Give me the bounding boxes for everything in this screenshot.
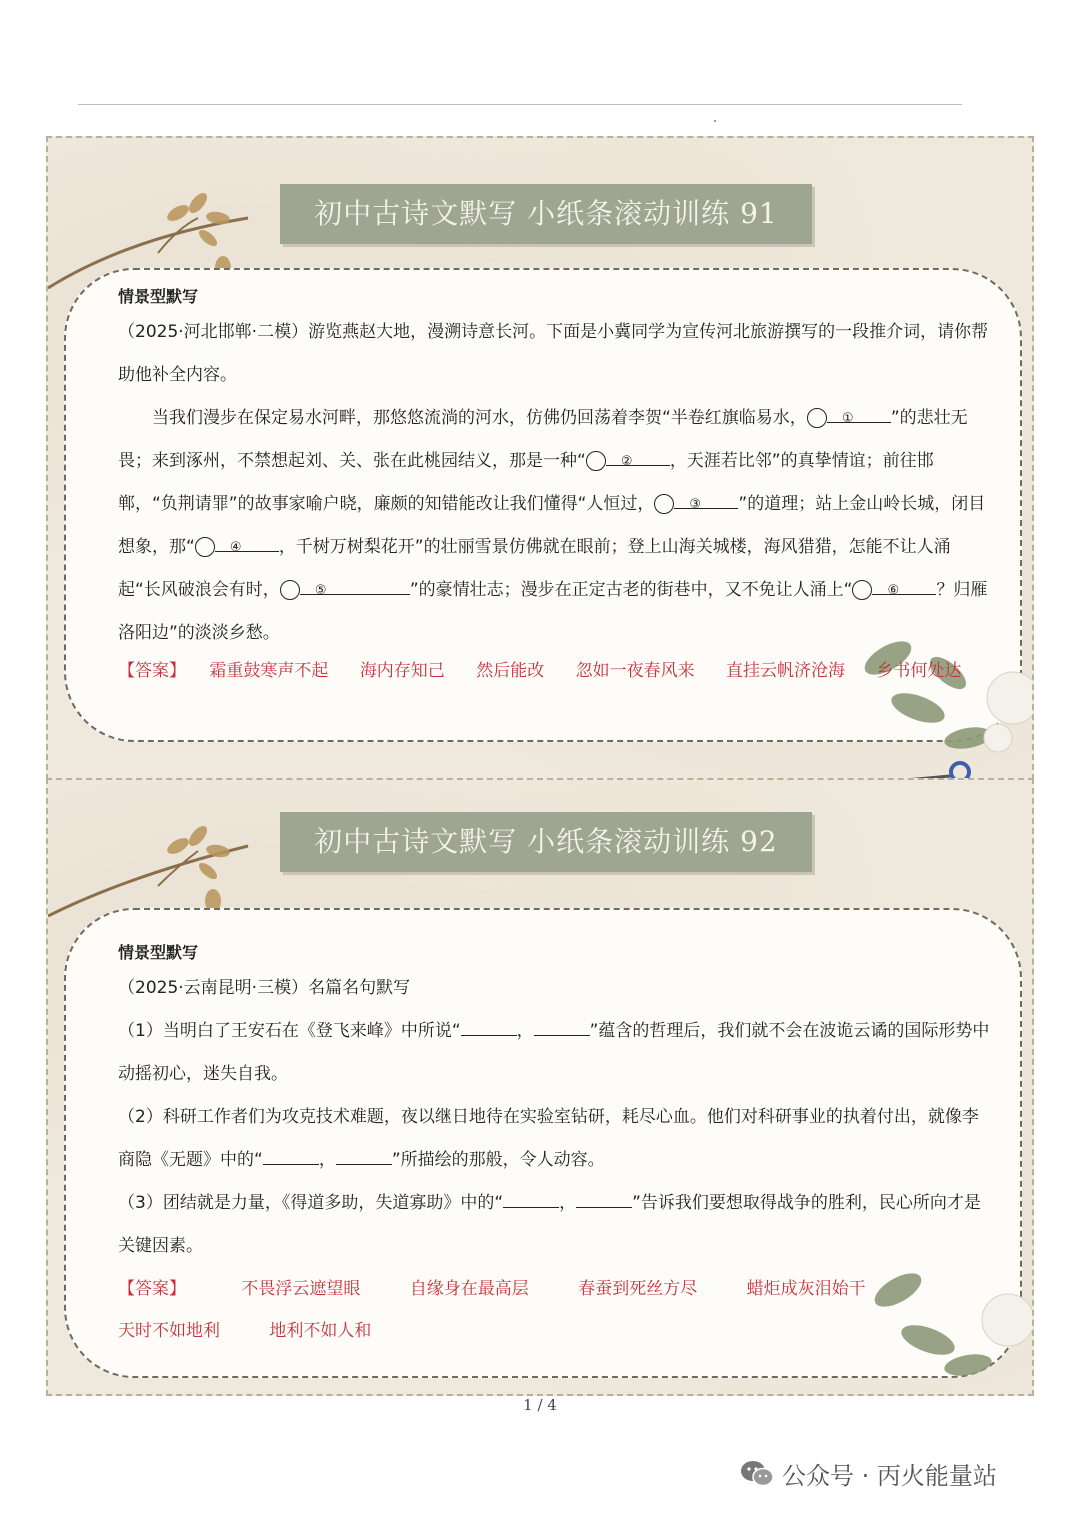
question-text: （1）当明白了王安石在《登飞来峰》中所说“ <box>118 1021 461 1041</box>
answer-item: 忽如一夜春风来 <box>575 661 695 681</box>
question-intro: （2025·河北邯郸·二模）游览燕赵大地，漫溯诗意长河。下面是小冀同学为宣传河北旅游撰写的一段推介词，请你帮助他补全内容。 <box>118 322 989 385</box>
fill-blank[interactable] <box>336 1146 392 1165</box>
answer-label: 【答案】 <box>118 1279 186 1299</box>
section-heading: 情景型默写 <box>118 943 199 962</box>
question-intro: （2025·云南昆明·三模）名篇名句默写 <box>118 978 411 998</box>
question-3 <box>118 1182 992 1268</box>
passage-text: ”的道理；站上金山岭长城，闭目想象，那“ <box>118 494 986 557</box>
fill-blank[interactable] <box>215 533 279 552</box>
blank-number: ③ <box>654 494 674 514</box>
answer-item: 然后能改 <box>476 661 545 681</box>
card-title-banner: 初中古诗文默写 小纸条滚动训练 92 <box>280 812 812 872</box>
passage-text: ，天涯若比邻”的真挚情谊；前往邯郸，“负荆请罪”的故事家喻户晓，廉颇的知错能改让我们懂得“人恒过， <box>118 451 934 514</box>
answer-item: 海内存知己 <box>359 661 445 681</box>
answer-item: 乡书何处达 <box>876 661 962 681</box>
fill-blank[interactable] <box>503 1189 559 1208</box>
fill-blank[interactable] <box>827 404 891 423</box>
question-2 <box>118 1096 992 1182</box>
answer-item: 直挂云帆济沧海 <box>726 661 846 681</box>
practice-card-92 <box>46 778 1034 1396</box>
blank-number: ⑤ <box>280 580 300 600</box>
fill-blank[interactable] <box>674 490 738 509</box>
answer-block <box>118 1268 992 1352</box>
passage-text: 当我们漫步在保定易水河畔，那悠悠流淌的河水，仿佛仍回荡着李贺“半卷红旗临易水， <box>152 408 807 428</box>
answer-block <box>118 655 992 687</box>
answer-item: 春蚕到死丝方尽 <box>578 1279 698 1299</box>
question-passage <box>118 397 992 655</box>
fill-blank[interactable] <box>300 576 410 595</box>
answer-item: 蜡炬成灰泪始干 <box>746 1279 866 1299</box>
passage-text: ”的豪情壮志；漫步在正定古老的街巷中，又不免让人涌上“ <box>409 580 853 600</box>
wechat-icon <box>740 1460 774 1488</box>
fill-blank[interactable] <box>534 1017 590 1036</box>
question-text: ”告诉我们要想取得战争的胜利，民心所向才是关键因素。 <box>118 1193 981 1256</box>
question-content <box>118 284 992 687</box>
question-text: （3）团结就是力量，《得道多助，失道寡助》中的“ <box>118 1193 504 1213</box>
fill-blank[interactable] <box>263 1146 319 1165</box>
passage-text: ？归雁洛阳边”的淡淡乡愁。 <box>118 580 988 643</box>
page-number: 1 / 4 <box>523 1396 557 1414</box>
answer-item: 天时不如地利 <box>118 1321 220 1341</box>
question-1 <box>118 1010 992 1096</box>
answer-item: 自缘身在最高层 <box>409 1279 529 1299</box>
passage-text: ”的悲壮无畏；来到涿州，不禁想起刘、关、张在此桃园结义，那是一种“ <box>118 408 968 471</box>
passage-text: ，千树万树梨花开”的壮丽雪景仿佛就在眼前；登上山海关城楼，海风猎猎，怎能不让人涌起“长风破浪会有时， <box>118 537 951 600</box>
question-text: ”所描绘的那般，令人动容。 <box>391 1150 605 1170</box>
question-text: ， <box>318 1150 336 1170</box>
answer-item: 不畏浮云遮望眼 <box>241 1279 361 1299</box>
question-text: ， <box>516 1021 534 1041</box>
fill-blank[interactable] <box>576 1189 632 1208</box>
card-title-banner: 初中古诗文默写 小纸条滚动训练 91 <box>280 184 812 244</box>
fill-blank[interactable] <box>461 1017 517 1036</box>
question-text: （2）科研工作者们为攻克技术难题，夜以继日地待在实验室钻研，耗尽心血。他们对科研事业的执着付出，就像李商隐《无题》中的“ <box>118 1107 979 1170</box>
question-content <box>118 940 992 1352</box>
fill-blank[interactable] <box>872 576 936 595</box>
section-heading: 情景型默写 <box>118 287 199 306</box>
question-text: ”蕴含的哲理后，我们就不会在波诡云谲的国际形势中动摇初心，迷失自我。 <box>118 1021 990 1084</box>
footer-watermark <box>740 1456 997 1491</box>
dot-mark <box>714 120 716 122</box>
question-text: ， <box>559 1193 577 1213</box>
blank-number: ① <box>807 408 827 428</box>
answer-label: 【答案】 <box>118 661 186 681</box>
blank-number: ② <box>586 451 606 471</box>
footer-text: 公众号 · 丙火能量站 <box>782 1462 997 1490</box>
answer-item: 霜重鼓寒声不起 <box>209 661 329 681</box>
top-rule <box>78 104 962 105</box>
blank-number: ④ <box>195 537 215 557</box>
answer-item: 地利不如人和 <box>269 1321 372 1341</box>
fill-blank[interactable] <box>606 447 670 466</box>
blank-number: ⑥ <box>852 580 872 600</box>
practice-card-91 <box>46 136 1034 780</box>
